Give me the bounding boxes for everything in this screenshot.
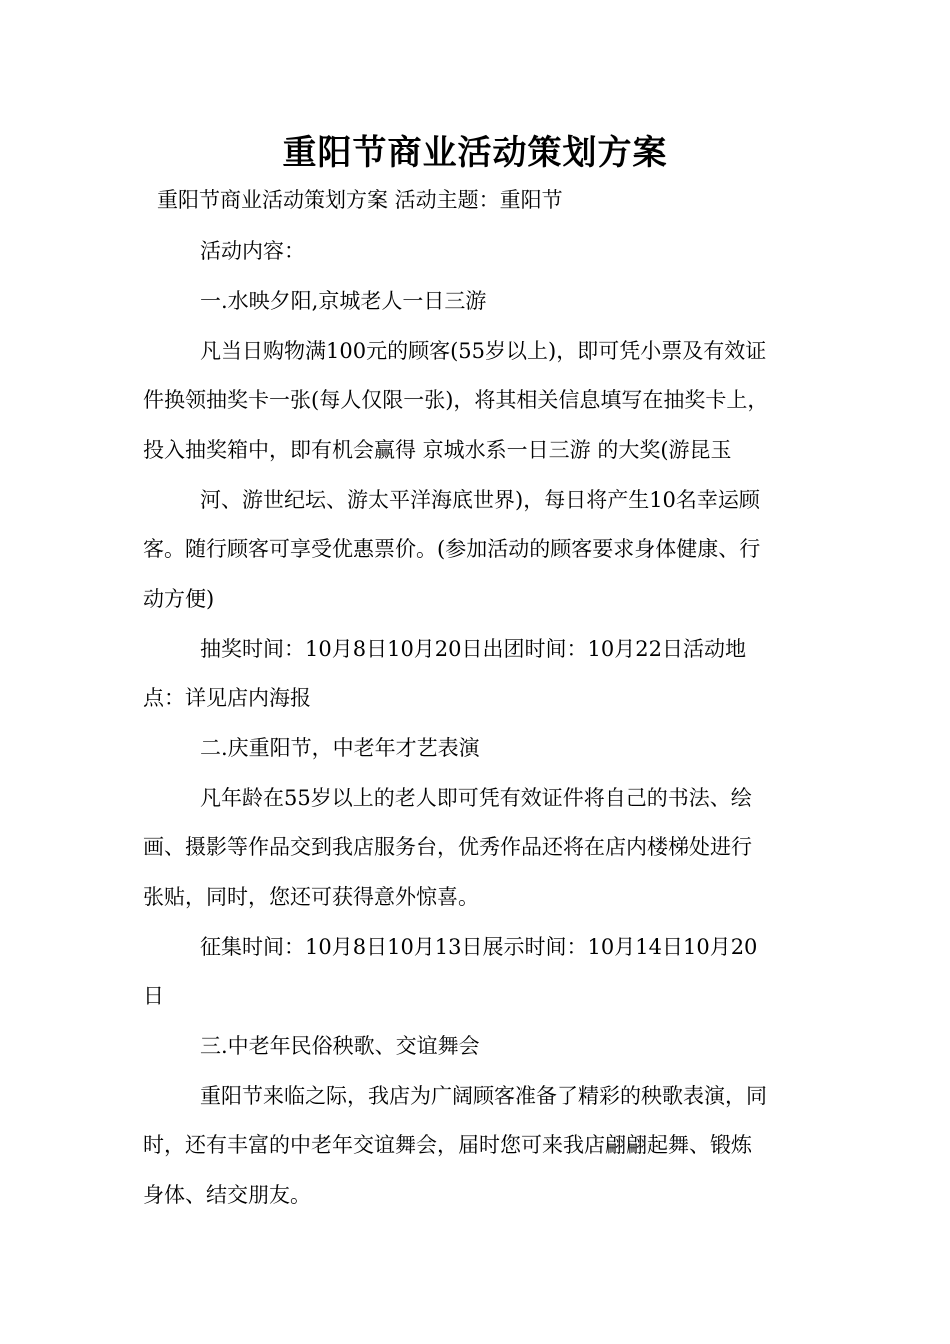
- paragraph-line: 客。随行顾客可享受优惠票价。(参加活动的顾客要求身体健康、行: [143, 537, 761, 561]
- paragraph-line: 身体、结交朋友。: [143, 1183, 311, 1207]
- subtitle-line: 重阳节商业活动策划方案 活动主题：重阳节: [157, 188, 563, 212]
- section-heading: 三.中老年民俗秧歌、交谊舞会: [200, 1034, 480, 1058]
- paragraph-line: 点：详见店内海报: [143, 686, 311, 710]
- paragraph-line: 凡年龄在55岁以上的老人即可凭有效证件将自己的书法、绘: [200, 786, 752, 810]
- paragraph-line: 河、游世纪坛、游太平洋海底世界)，每日将产生10名幸运顾: [200, 488, 760, 512]
- paragraph-line: 凡当日购物满100元的顾客(55岁以上)，即可凭小票及有效证: [200, 339, 767, 363]
- section-heading: 一.水映夕阳,京城老人一日三游: [200, 289, 487, 313]
- paragraph-line: 时，还有丰富的中老年交谊舞会，届时您可来我店翩翩起舞、锻炼: [143, 1133, 752, 1157]
- paragraph-line: 抽奖时间：10月8日10月20日出团时间：10月22日活动地: [200, 637, 746, 661]
- paragraph-line: 活动内容：: [200, 239, 305, 263]
- section-heading: 二.庆重阳节，中老年才艺表演: [200, 736, 480, 760]
- paragraph-line: 动方便): [143, 587, 215, 611]
- paragraph-line: 画、摄影等作品交到我店服务台，优秀作品还将在店内楼梯处进行: [143, 835, 752, 859]
- paragraph-line: 重阳节来临之际，我店为广阔顾客准备了精彩的秧歌表演，同: [200, 1084, 767, 1108]
- document-title: 重阳节商业活动策划方案: [282, 133, 668, 173]
- paragraph-line: 投入抽奖箱中，即有机会赢得 京城水系一日三游 的大奖(游昆玉: [143, 438, 732, 462]
- paragraph-line: 日: [143, 984, 164, 1008]
- paragraph-line: 征集时间：10月8日10月13日展示时间：10月14日10月20: [200, 935, 758, 959]
- paragraph-line: 件换领抽奖卡一张(每人仅限一张)，将其相关信息填写在抽奖卡上，: [143, 388, 769, 412]
- paragraph-line: 张贴，同时，您还可获得意外惊喜。: [143, 885, 479, 909]
